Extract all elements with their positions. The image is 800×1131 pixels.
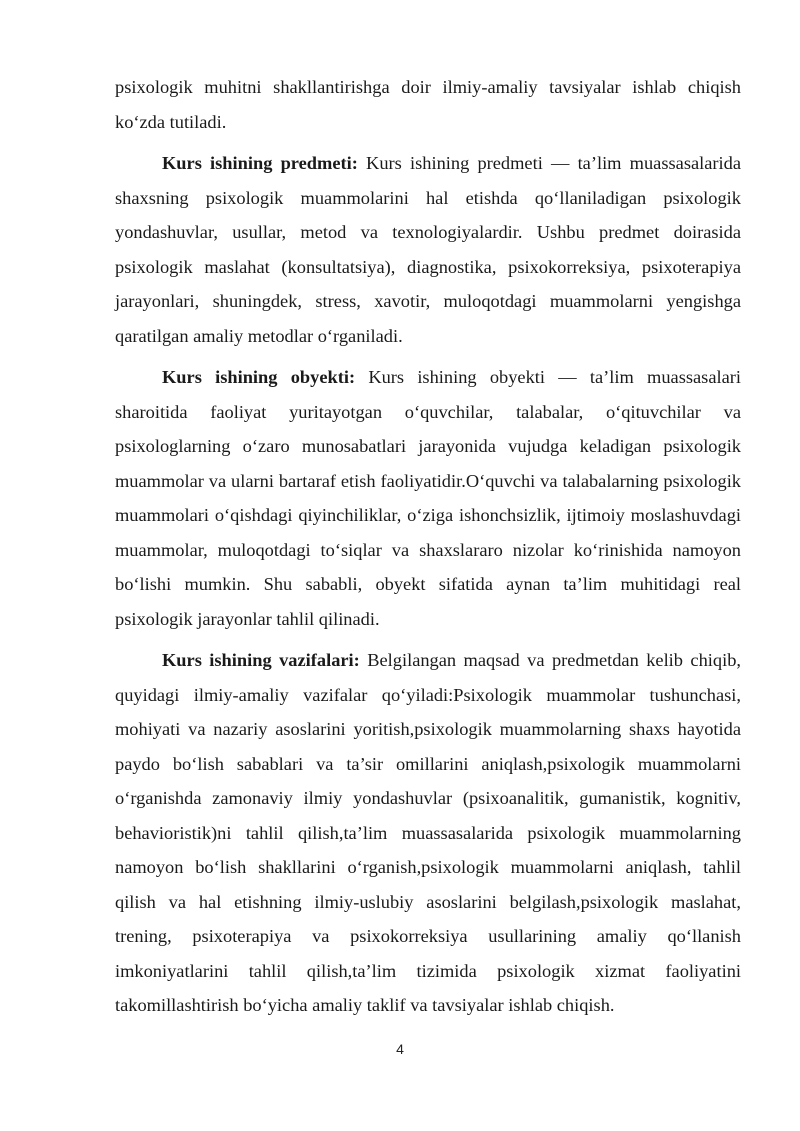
- paragraph-subject: [115, 146, 741, 353]
- paragraph-text: Kurs ishining predmeti — ta’lim muassasalarida shaxsning psixologik muammolarini hal etishda qo‘llaniladigan psixologik yondashuvlar, usullar, metod va texnologiyalardir. Ushbu predmet doirasida psixologik maslahat (konsultatsiya), diagnostika, psixokorreksiya, psixoterapiya jarayonlari, shuningdek, stress, xavotir, muloqotdagi muammolarni yengishga qaratilgan amaliy metodlar o‘rganiladi.: [115, 153, 741, 346]
- paragraph-text: Belgilangan maqsad va predmetdan kelib chiqib, quyidagi ilmiy-amaliy vazifalar qo‘yiladi:Psixologik muammolar tushunchasi, mohiyati va nazariy asoslarini yoritish,psixologik muammolarning shaxs hayotida paydo bo‘lish sabablari va ta’sir omillarini aniqlash,psixologik muammolarni o‘rganishda zamonaviy ilmiy yondashuvlar (psixoanalitik, gumanistik, kognitiv, behavioristik)ni tahlil qilish,ta’lim muassasalarida psixologik muammolarning namoyon bo‘lish shakllarini o‘rganish,psixologik muammolarni aniqlash, tahlil qilish va hal etishning ilmiy-uslubiy asoslarini belgilash,psixologik maslahat, trening, psixoterapiya va psixokorreksiya usullarining amaliy qo‘llanish imkoniyatlarini tahlil qilish,ta’lim tizimida psixologik xizmat faoliyatini takomillashtirish bo‘yicha amaliy taklif va tavsiyalar ishlab chiqish.: [115, 650, 741, 1015]
- paragraph-object: [115, 360, 741, 636]
- body-text: [115, 70, 741, 1023]
- paragraph-heading: Kurs ishining predmeti:: [162, 153, 358, 173]
- paragraph-text: psixologik muhitni shakllantirishga doir ilmiy-amaliy tavsiyalar ishlab chiqish ko‘zda tutiladi.: [115, 77, 741, 132]
- paragraph-continuation: [115, 70, 741, 139]
- page-number: 4: [396, 1041, 404, 1057]
- paragraph-tasks: [115, 643, 741, 1023]
- paragraph-text: Kurs ishining obyekti — ta’lim muassasalari sharoitida faoliyat yuritayotgan o‘quvchilar, talabalar, o‘qituvchilar va psixologlarning o‘zaro munosabatlari jarayonida vujudga keladigan psixologik muammolar va ularni bartaraf etish faoliyatidir.O‘quvchi va talabalarning psixologik muammolari o‘qishdagi qiyinchiliklar, o‘ziga ishonchsizlik, ijtimoiy moslashuvdagi muammolar, muloqotdagi to‘siqlar va shaxslararo nizolar ko‘rinishida namoyon bo‘lishi mumkin. Shu sababli, obyekt sifatida aynan ta’lim muhitidagi real psixologik jarayonlar tahlil qilinadi.: [115, 367, 741, 629]
- paragraph-heading: Kurs ishining vazifalari:: [162, 650, 360, 670]
- paragraph-heading: Kurs ishining obyekti:: [162, 367, 356, 387]
